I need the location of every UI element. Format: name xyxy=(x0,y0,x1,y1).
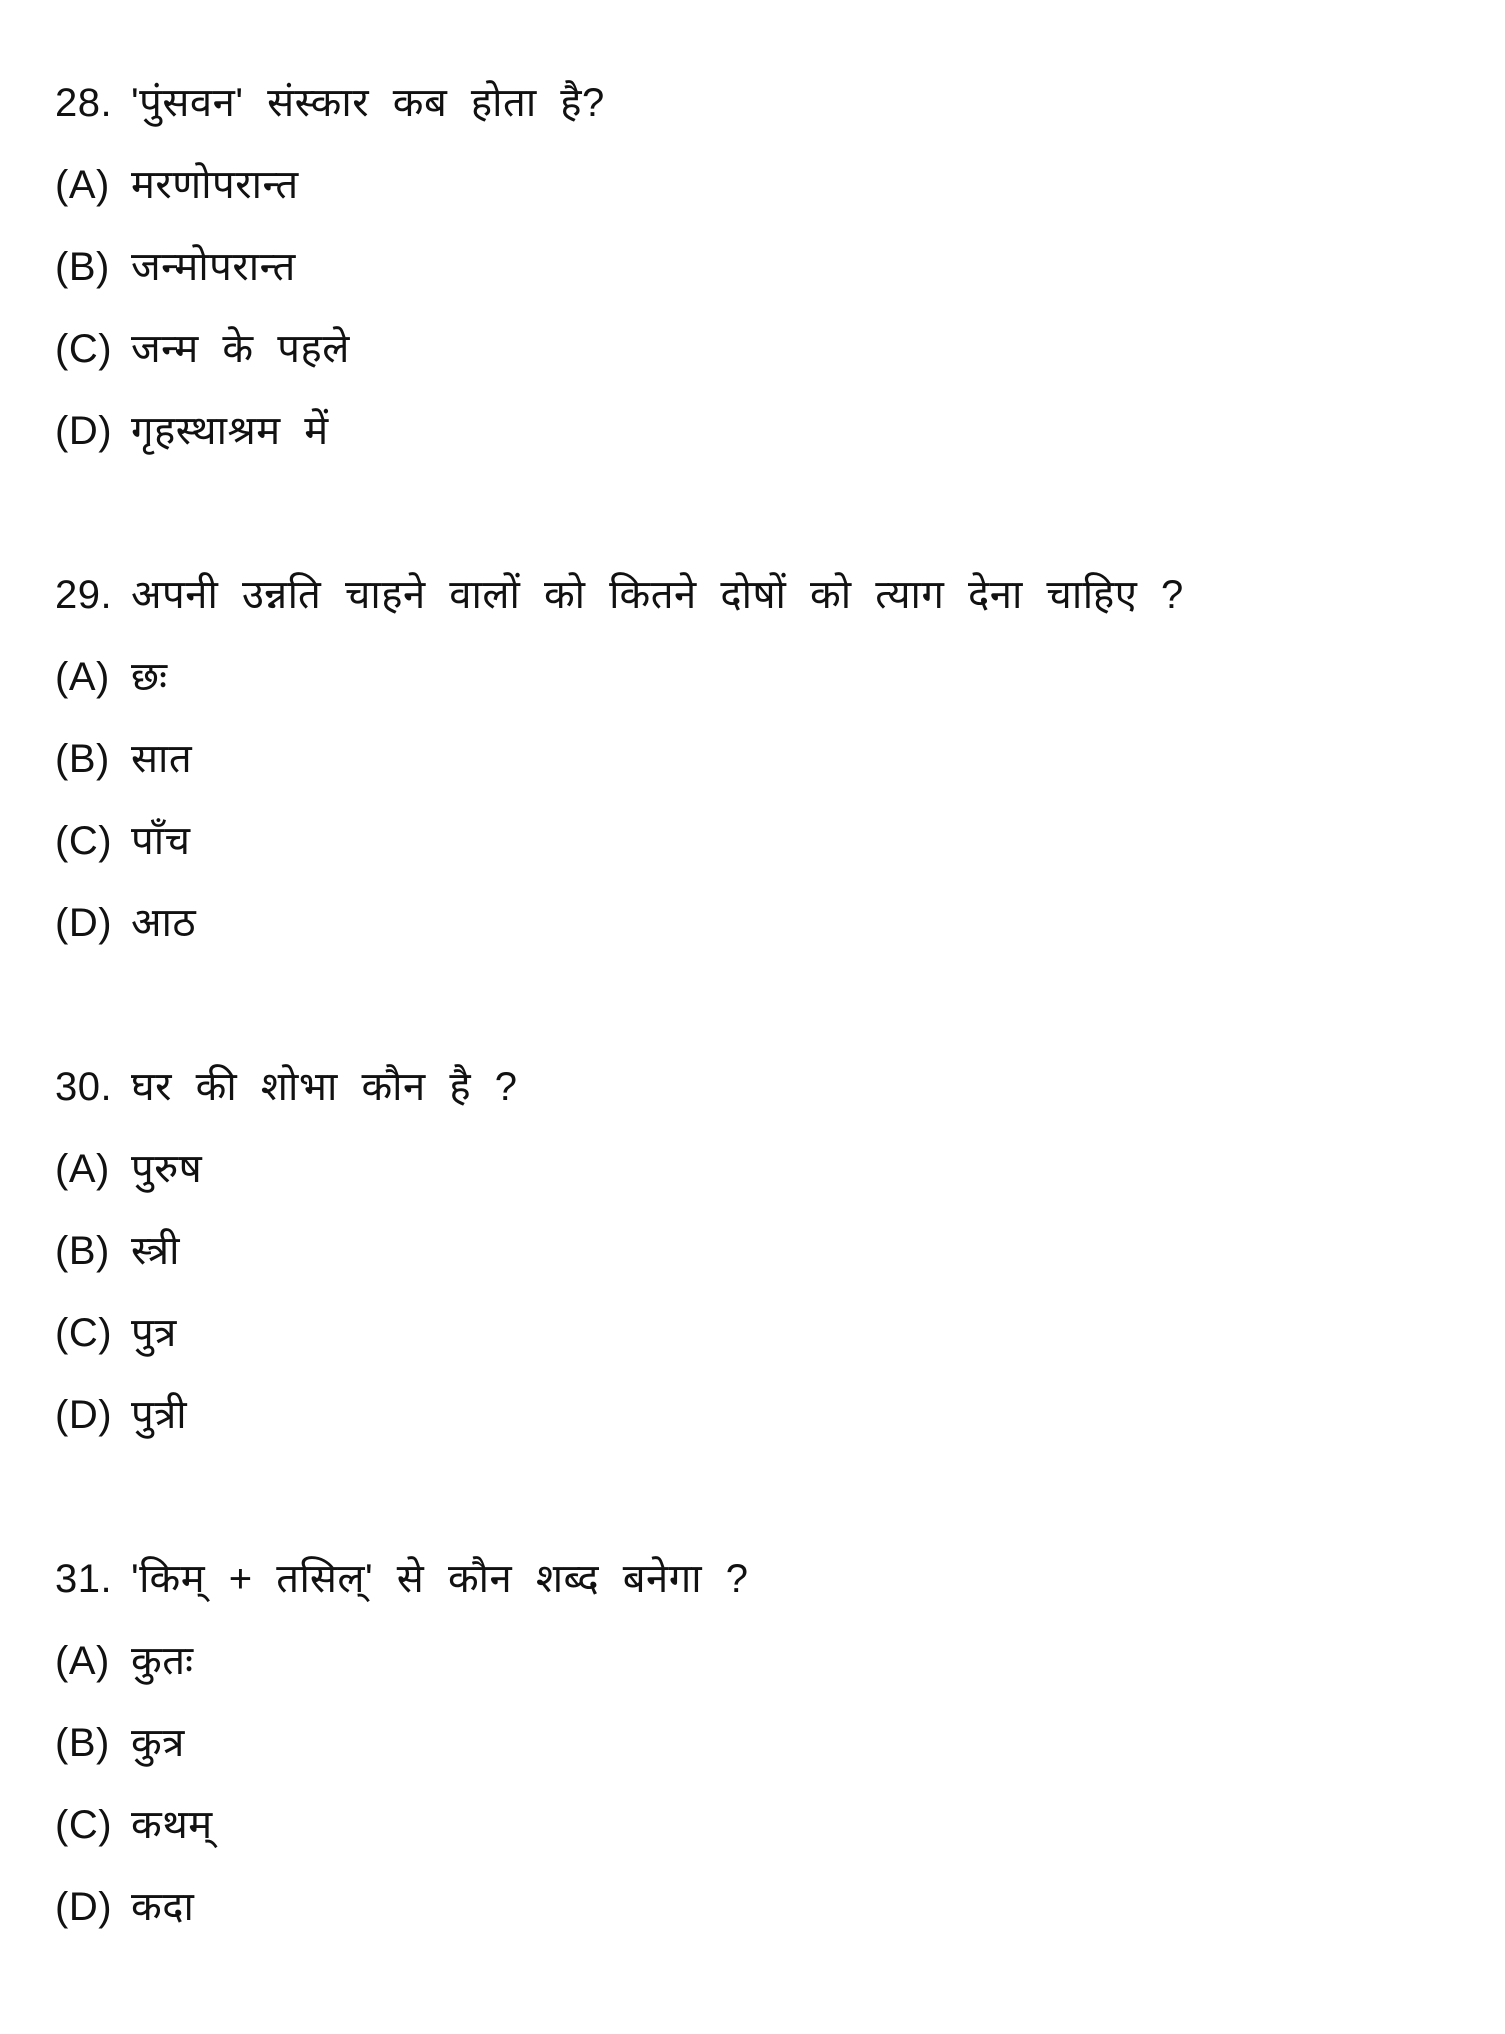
question-number: 28. xyxy=(55,81,113,125)
option-label: (B) xyxy=(55,245,110,289)
question-line xyxy=(55,62,1465,144)
option-item xyxy=(55,1702,1465,1784)
option-label: (B) xyxy=(55,737,110,781)
question-block xyxy=(55,1538,1465,1948)
question-block xyxy=(55,62,1465,472)
option-text: छः xyxy=(131,655,168,699)
option-item xyxy=(55,1292,1465,1374)
option-text: पुत्री xyxy=(131,1393,188,1437)
option-item xyxy=(55,800,1465,882)
option-item xyxy=(55,1620,1465,1702)
option-text: स्त्री xyxy=(131,1229,180,1273)
option-item xyxy=(55,1374,1465,1456)
option-item xyxy=(55,144,1465,226)
question-block xyxy=(55,554,1465,964)
option-text: कदा xyxy=(131,1885,195,1929)
option-item xyxy=(55,1866,1465,1948)
option-item xyxy=(55,390,1465,472)
option-label: (C) xyxy=(55,1311,113,1355)
option-text: गृहस्थाश्रम में xyxy=(131,409,329,453)
option-label: (D) xyxy=(55,409,113,453)
option-label: (D) xyxy=(55,901,113,945)
question-line xyxy=(55,554,1465,636)
option-item xyxy=(55,308,1465,390)
question-number: 31. xyxy=(55,1557,113,1601)
option-text: पुरुष xyxy=(131,1147,203,1191)
question-number: 30. xyxy=(55,1065,113,1109)
option-label: (B) xyxy=(55,1721,110,1765)
option-item xyxy=(55,1210,1465,1292)
option-text: आठ xyxy=(131,901,197,945)
option-label: (D) xyxy=(55,1393,113,1437)
option-label: (A) xyxy=(55,655,110,699)
option-label: (C) xyxy=(55,819,113,863)
option-label: (B) xyxy=(55,1229,110,1273)
question-text: अपनी उन्नति चाहने वालों को कितने दोषों को त्याग देना चाहिए ? xyxy=(131,573,1184,617)
option-label: (C) xyxy=(55,327,113,371)
option-item xyxy=(55,226,1465,308)
option-item xyxy=(55,1784,1465,1866)
option-item xyxy=(55,718,1465,800)
question-number: 29. xyxy=(55,573,113,617)
option-label: (C) xyxy=(55,1803,113,1847)
option-label: (D) xyxy=(55,1885,113,1929)
option-text: जन्म के पहले xyxy=(131,327,350,371)
option-text: पाँच xyxy=(131,819,191,863)
option-text: सात xyxy=(131,737,193,781)
question-text: 'पुंसवन' संस्कार कब होता है? xyxy=(131,81,605,125)
option-item xyxy=(55,882,1465,964)
option-text: कुत्र xyxy=(131,1721,185,1765)
option-text: पुत्र xyxy=(131,1311,177,1355)
question-line xyxy=(55,1538,1465,1620)
question-page xyxy=(55,62,1465,2030)
option-text: मरणोपरान्त xyxy=(131,163,299,207)
option-text: जन्मोपरान्त xyxy=(131,245,296,289)
option-label: (A) xyxy=(55,163,110,207)
question-block xyxy=(55,1046,1465,1456)
question-text: घर की शोभा कौन है ? xyxy=(131,1065,518,1109)
option-item xyxy=(55,1128,1465,1210)
option-item xyxy=(55,636,1465,718)
option-label: (A) xyxy=(55,1147,110,1191)
option-label: (A) xyxy=(55,1639,110,1683)
option-text: कथम् xyxy=(131,1803,213,1847)
option-text: कुतः xyxy=(131,1639,194,1683)
question-text: 'किम् + तसिल्' से कौन शब्द बनेगा ? xyxy=(131,1557,749,1601)
question-line xyxy=(55,1046,1465,1128)
